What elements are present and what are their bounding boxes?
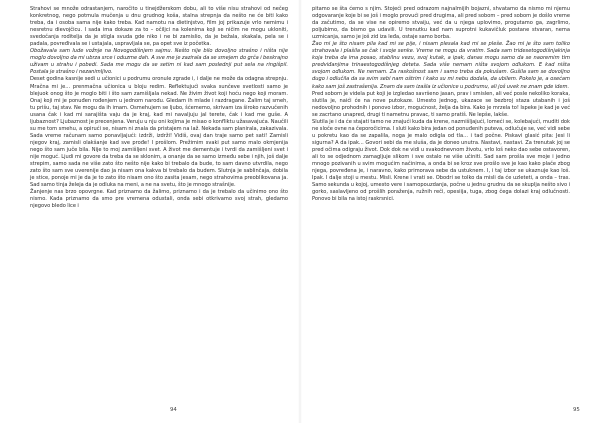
paragraph: Deset godina kasnije sedi u učionici u podrumu oronule zgrade i, i dalje ne može da odagna strepnju. Mračna mi je... prenmačna učionica u bloju redim. Reflektujući svaka sunčeve svetlosti samo je blejuok onog što je moglo biti i što sam zamišljala nekad. Ne živim život koji hoću nego koji moram. Onaj koji mi je ponuđen rođenjem u jednom narodu. Gledam ih mlade i razdragane. Žalim taj smeh, tu prišu, taj stav. Ne mogu da ih imam. Osmehujem se ljubo, šćememo, skrivam iza široko razvučenih usana čak i kad mi sarajišta vaju da je kraj, kad mi navaljuju jal terete, čak i kad me guše. A ljubaznost? Ljubaznost je precenjena. Veruju u nju oni kojima je misao o konfliktu užasavajuća. Naučili su me tom smehu, a opirući se, nisam ni znala da pristajem na laž. Nekada sam planirala, zakazivala. Sada vreme računam samo ponavljajući: izdrži, izdrži! Vidiš, ovaj dan traje samo pet sati! Zamisli njegov kraj, zamisli olakšanje kad sve prođe! I prošlom. Prežimim svaki put samo malo okmjenija nego što sam juče bila. Nije to moj zamišljeni svet. A život me dementuje i tvrdi da zamišljeni svet i nije moguć. Ljudi mi govore da treba da se sklonim, a onanje da se samo između sebe i njih, još dalje strepim, samo sada ne više zato što nešto nije kako bi trebalo da bude, to sam davno utvrdila, nego zato što sam sve uverenije dao ja nisam ona kakva bi trebalo da budem. Slutnja je sablinčaja, dobila je stice, ponoje mi je da je to zato što nisam ono što zasita jesam, nego strahovima preoblikovana ja. Sad samo tinja želeja da je odluka na meni, a ne na svetu, što je mnogo strašnije.	[30, 76, 288, 189]
page-number-right: 95	[573, 407, 580, 413]
page-number-left: 94	[170, 407, 177, 413]
paragraph: Pred sobom je videla put koji je izgledao savršeno jasan, prav i smislen, ali već posle nekoliko koraka, slutila je, naići će na nove putokaze. Umesto jednog, ukazace se bezbroj staza utabanih i još nedovoljno prohodnih i ponovo izbor, mogućnost, želja da bira. Kako je mrzela to! Ispeke je kad je već se zacrtano unapred, drugi ti nametnu pravac, ti samo pratiš. Ne lepše, lakše.	[312, 90, 570, 118]
paragraph: Strahovi se množe odrastanjem, naročito u tinejdžerskom dobu, ali to više nisu strahovi od nečeg konkretnog, nego potmula mučenja u dnu grudnog koša, stalna strepnja da nešto ne će biti kako treba, da i osoba sama nije kako treba. Kad namotu na dietinjstvo, film joj prikazuje vrlo nemimu i nesretnu dievojčicu. I sada ima dokaze za to – očiljci na kolenima koji se ničim ne mogu ukloniti, svedočanja roditelja da je stigla svuda gde niko i ne bi zamislio, da je bežala, skakala, pela se i padala, povređivala se i ustajala, uspravljala se, pa opet sve iz početka.	[30, 6, 288, 48]
left-page	[30, 6, 288, 416]
book-gutter	[298, 0, 302, 423]
paragraph: Žanjenje nas brzo opovrgne. Kad priznamo da žalimo, priznamo i da je trebalo da učinimo ono što nismo. Kada priznamo da smo pre vremena odustali, onda sebi otkrivamo svoj strah, gledamo njegovo bledo lice i	[30, 189, 288, 210]
right-page	[312, 6, 570, 416]
paragraph: Žao mi je što nisam pila kad mi se pije, i nisam plesala kad mi se pleše. Žao mi je što sam toliko strahovala i plašila se čak i svoje senke. Vreme ne mogu da vratim. Sada sam tridesetogodišnjakinja koja treba da ima posao, stabilnu vezu, svoj kutak, a ipak, danas mogu samo da se naoremim tim predviđanjima trinaestogodišnjeg deteta. Sada više nemam ništa svojom odlukom. E kad ništa svojom odlukom. Ne nemam. Za raskošnost sam i samo treba da pokušam. Gušila sam se dovoljno dugo i odlučila da sa svim sebi nam oštrim i kako su mi nebu dodala, da ubilem. Pokelo je, a osećam kako sam još zastrašenija. Znam da sam izašla iz učionice u podrumu, ali još uvek ne znam gde idem.	[312, 41, 570, 90]
right-page-text	[312, 6, 570, 203]
paragraph: Obožavala sam lude vožnje na Novogodišnjem sajmu. Nešto nije bilo dovoljno strašno i ništa nije moglo dovoljno da mi ubrza srce i oduzme dah. A sve me je zazirala da se smejem do grča i beskrajno uživam u strahu i pobedi. Sada me mogu da se setim ni kad sam poslednji put sela na ringišpil. Postala je strašno i nezanimljivo.	[30, 48, 288, 76]
left-page-text	[30, 6, 288, 210]
paragraph: Slutila je i da će stajati tamo ne znajući kuda da krene, nazmišljajući, lomeći se, kolebajući, muditi dok ne sloče ovne na čeporočicima. I sluti kako bira jedan od ponuđenih puteva, odlučuje se, već vidi sebe u pokretu kao da se zapalila, noga je malo odigla od tla... i tad počne. Piskavi glasić pita: Jesi li sigurna? A da ipak... Govori sebi da me sluša, da je doneo unutra. Nastavi, nastavi. Za trenutak joj se pred očima odigraju život. Dok dok ne vidi u svakodnevnom životu, vrlo loš neko dao sebe ostavoren, ali to se odjednom zamagljuje slikom i sve ostalo ne više učiniti. Sad sam prošla sve moje i jedno mnogo pozivanih u svim mogućim načinima, a onda bi se kroz sve prošlo sve je kao kako plače zbog njega, povređena je, i naravno, kako primorava sebe da ustuknem. I, i taj izbor se ukaznuje kao loš. Ipak. I dalje stoji u mestu. Misli. Krene i vrati se. Obodri se tolko da misli da će uzleteti, a onda – tras. Samo sekunda u kojoj, umesto vere i samopouzdanja, počne u jednu grudnu da se skuplja nešto sivo i gorko, saslavljeno od prošlih poraženja, ružnih reči, opesiija, tuga, zbog čega dolazi kraj odlučnosti. Ponovo bi bila na istoj raskrsnici.	[312, 118, 570, 203]
paragraph: pitamo se šta ćemo s njim. Stojeći pred odrazom najnalmijih bojazni, shvatamo da nismo mi njemu odgovaranje koje bi se još i moglo provući pred drugima, ali pred sobom – pred sobom je došlo vreme da začutimo, da se vise ne opiremo stvaiju, već da u njega uplovimo, progutamo ga, zagrlimo, poljubimo, da bismo ga udavili. U trenutku kad nam suprotni kukavičluk postane stvaran, nema uzmicanja, samo je još zid iza leđa, ostaje samo borba.	[312, 6, 570, 41]
